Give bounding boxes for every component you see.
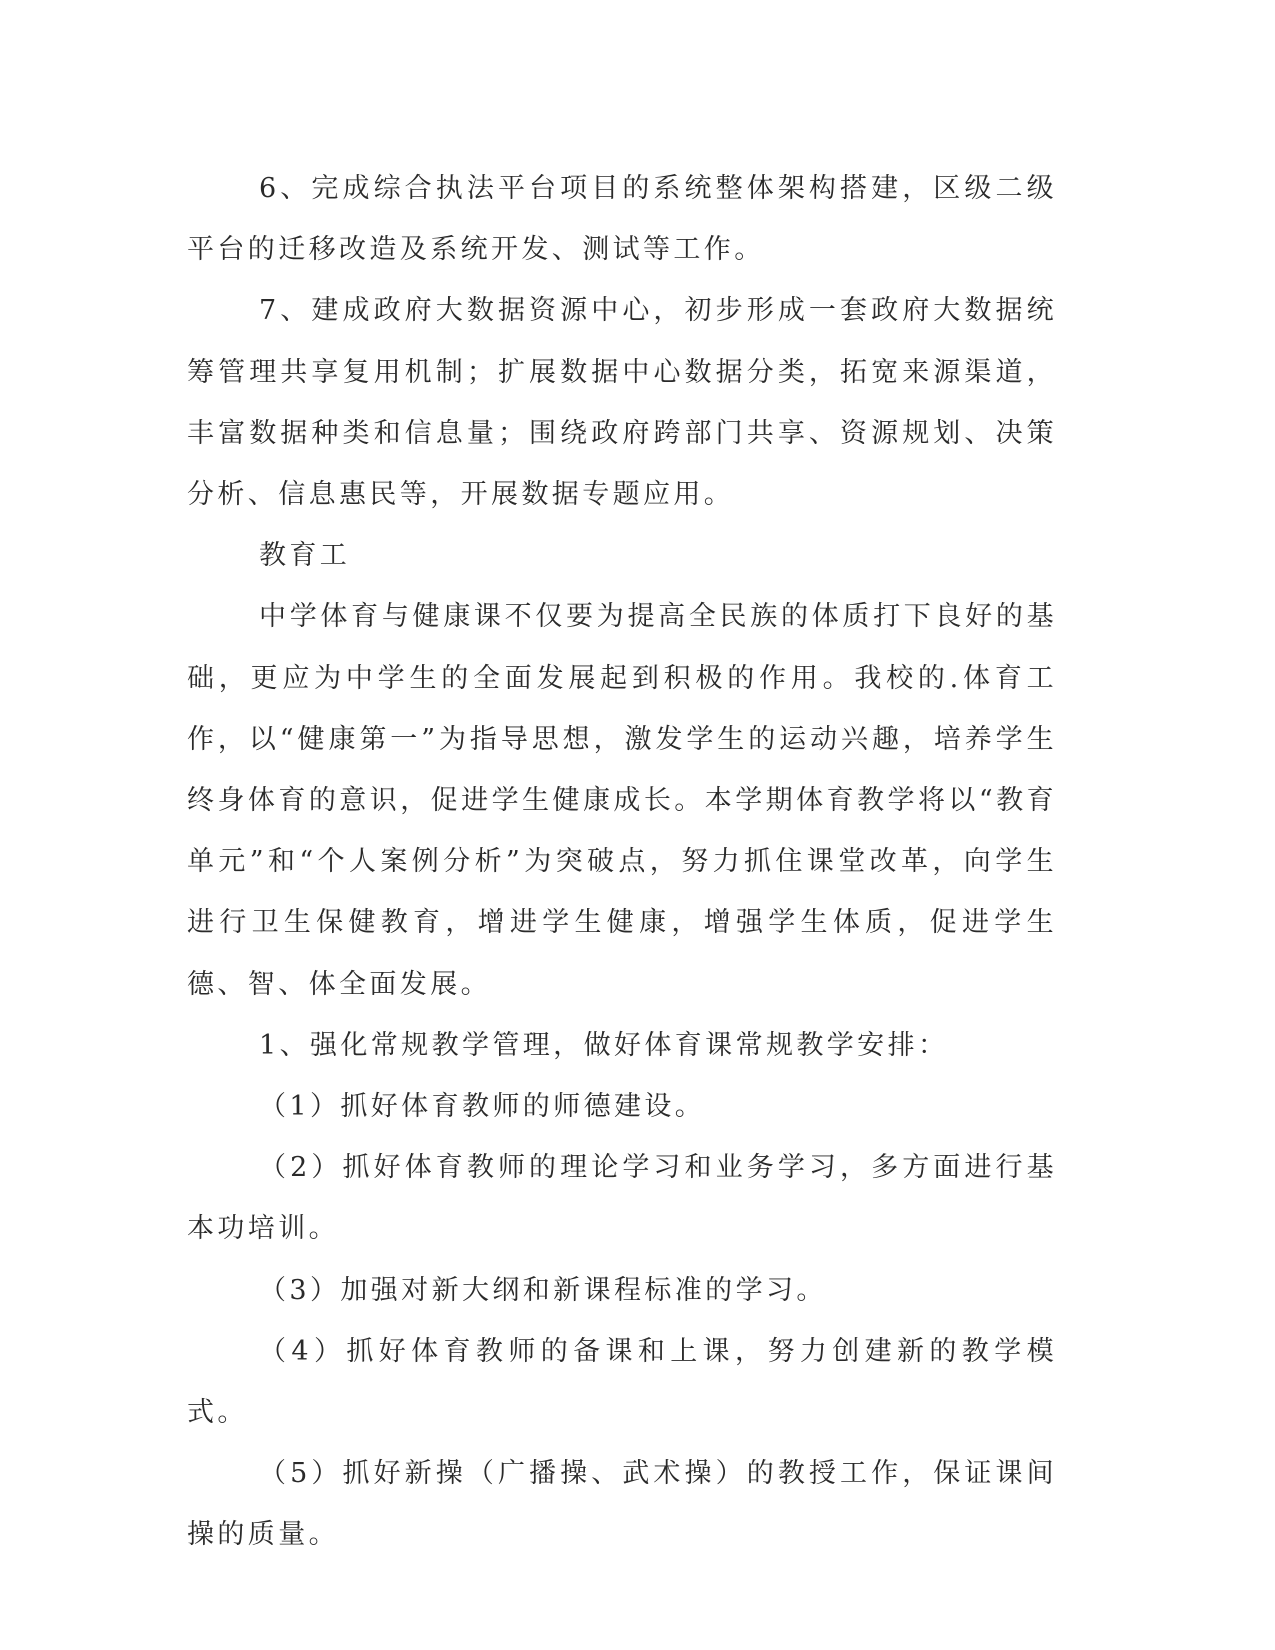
section-heading: 教育工 xyxy=(259,540,351,572)
subitem-3: （3）加强对新大纲和新课程标准的学习。 xyxy=(259,1274,827,1306)
subitem-1: （1）抓好体育教师的师德建设。 xyxy=(259,1091,706,1123)
paragraph-item-7: 7、建成政府大数据资源中心，初步形成一套政府大数据统筹管理共享复用机制；扩展数据中心数据分类，拓宽来源渠道，丰富数据种类和信息量；围绕政府跨部门共享、资源规划、决策分析、信息惠民等，开展数据专题应用。 xyxy=(187,295,1057,511)
paragraph-item-1: 1、强化常规教学管理，做好体育课常规教学安排： xyxy=(259,1029,949,1061)
subitem-5: （5）抓好新操（广播操、武术操）的教授工作，保证课间操的质量。 xyxy=(187,1458,1057,1551)
subitem-2: （2）抓好体育教师的理论学习和业务学习，多方面进行基本功培训。 xyxy=(187,1152,1057,1245)
paragraph-intro: 中学体育与健康课不仅要为提高全民族的体质打下良好的基础，更应为中学生的全面发展起到积极的作用。我校的.体育工作，以“健康第一”为指导思想，激发学生的运动兴趣，培养学生终身体育的意识，促进学生健康成长。本学期体育教学将以“教育单元”和“个人案例分析”为突破点，努力抓住课堂改革，向学生进行卫生保健教育，增进学生健康，增强学生体质，促进学生德、智、体全面发展。 xyxy=(187,601,1057,1000)
document-body xyxy=(187,158,1057,1566)
subitem-4: （4）抓好体育教师的备课和上课，努力创建新的教学模式。 xyxy=(187,1335,1057,1429)
paragraph-item-6: 6、完成综合执法平台项目的系统整体架构搭建，区级二级平台的迁移改造及系统开发、测试等工作。 xyxy=(187,173,1057,266)
